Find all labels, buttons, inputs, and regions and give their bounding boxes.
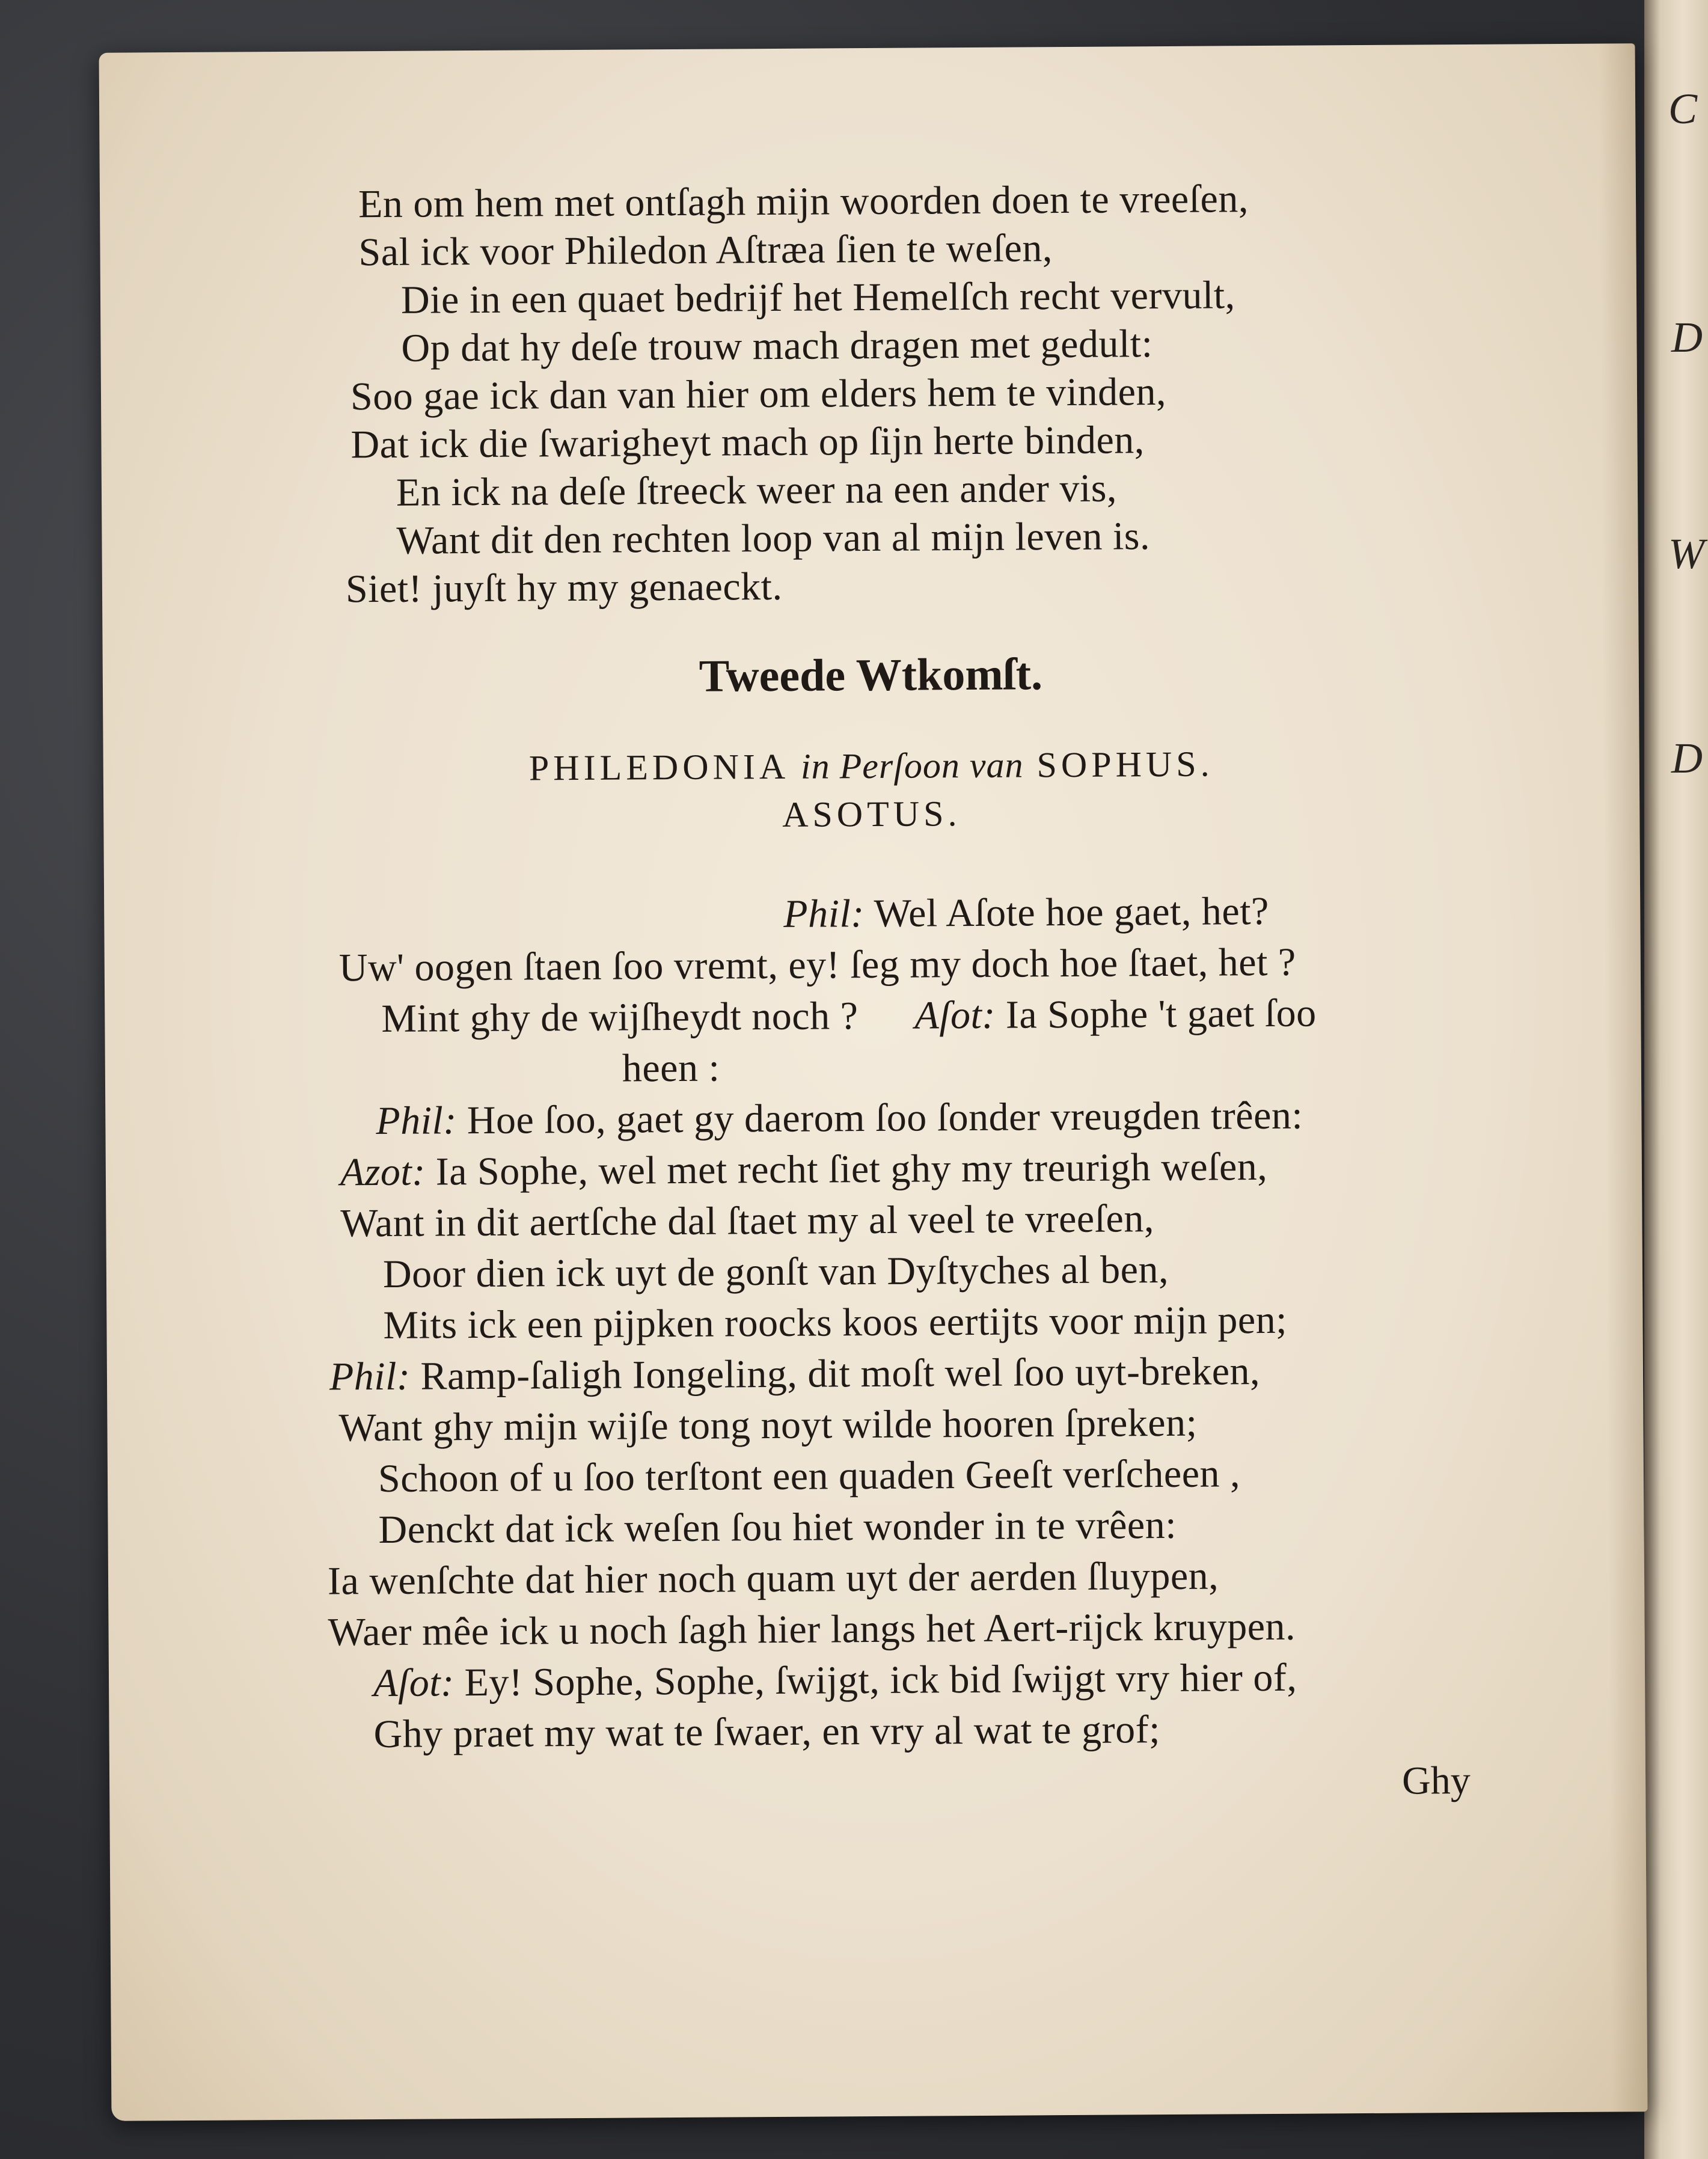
character-name: SOPHUS. [1036, 744, 1214, 785]
verse-line: En ick na deſe ſtreeck weer na een ander vis, [396, 466, 1118, 515]
verse-line: Op dat hy deſe trouw mach dragen met gedult: [401, 322, 1153, 370]
dialogue-line [329, 1347, 1261, 1401]
dialogue-line: Schoon of u ſoo terſtont een quaden Geeſt verſcheen , [378, 1451, 1241, 1501]
dialogue-text: Hoe ſoo, gaet gy daerom ſoo ſonder vreugden trêen: [467, 1093, 1303, 1143]
cast-note: in Perſoon van [800, 745, 1024, 786]
scene-heading: Tweede Wtkomſt. [699, 649, 1043, 702]
facing-page-letter: D [1671, 734, 1703, 782]
cast-list-line-1 [103, 741, 1639, 792]
dialogue-line: Ia wenſchte dat hier noch quam uyt der aerden ſluypen, [327, 1554, 1219, 1603]
speaker-label: Aſot: [914, 993, 996, 1038]
dialogue-text: Mint ghy de wijſheydt noch ? [381, 994, 859, 1041]
book-page [99, 43, 1648, 2121]
cast-list-line-2: ASOTUS. [782, 794, 961, 835]
dialogue-line: Want ghy mijn wijſe tong noyt wilde hooren ſpreken; [338, 1400, 1198, 1450]
verse-line: Dat ick die ſwarigheyt mach op ſijn herte binden, [350, 418, 1145, 467]
dialogue-line: Door dien ick uyt de gonſt van Dyſtyches al ben, [382, 1248, 1169, 1296]
page-text [99, 43, 1648, 2121]
dialogue-line: Waer mêe ick u noch ſagh hier langs het Aert-rijck kruypen. [328, 1604, 1296, 1655]
dialogue-line [783, 887, 1269, 939]
dialogue-text: Wel Aſote hoe gaet, het? [874, 889, 1270, 936]
verse-line: Sal ick voor Philedon Aſtræa ſien te weſen, [358, 226, 1053, 275]
verse-line: Want dit den rechten loop van al mijn leven is. [396, 514, 1151, 563]
dialogue-line [340, 1143, 1268, 1196]
dialogue-text: Ey! Sophe, Sophe, ſwijgt, ick bid ſwijgt vry hier of, [464, 1655, 1297, 1705]
dialogue-text: Ia Sophe 't gaet ſoo [1005, 991, 1317, 1037]
dialogue-text: Ia Sophe, wel met recht ſiet ghy my treurigh weſen, [435, 1144, 1268, 1194]
facing-page-letter: W [1668, 530, 1704, 578]
speaker-label: Azot: [340, 1150, 426, 1195]
dialogue-line: heen : [622, 1046, 720, 1091]
dialogue-line [381, 989, 1317, 1043]
verse-line: Siet! juyſt hy my genaeckt. [345, 564, 783, 611]
dialogue-line: Denckt dat ick weſen ſou hiet wonder in te vrêen: [378, 1502, 1177, 1552]
dialogue-line: Ghy praet my wat te ſwaer, en vry al wat te grof; [373, 1707, 1161, 1757]
dialogue-line: Mits ick een pijpken roocks koos eertijts voor mijn pen; [383, 1297, 1288, 1347]
verse-line: Soo gae ick dan van hier om elders hem te vinden, [350, 370, 1167, 419]
facing-page-letter: C [1668, 85, 1698, 133]
speaker-label: Phil: [376, 1098, 458, 1144]
dialogue-line: Uw' oogen ſtaen ſoo vremt, ey! ſeg my doch hoe ſtaet, het ? [338, 940, 1296, 990]
dialogue-line: Want in dit aertſche dal ſtaet my al veel te vreeſen, [340, 1196, 1155, 1246]
character-name: PHILEDONIA [528, 746, 788, 788]
dialogue-text: Ramp-ſaligh Iongeling, dit moſt wel ſoo uyt-breken, [420, 1349, 1261, 1398]
facing-page-letter: D [1671, 313, 1703, 361]
verse-line: En om hem met ontſagh mijn woorden doen te vreeſen, [358, 177, 1249, 227]
catchword: Ghy [1401, 1758, 1471, 1803]
speaker-label: Phil: [329, 1354, 411, 1399]
facing-page-edge [1644, 0, 1708, 2159]
speaker-label: Phil: [783, 892, 865, 936]
dialogue-line [373, 1654, 1297, 1707]
dialogue-line [376, 1092, 1303, 1145]
speaker-label: Aſot: [373, 1661, 455, 1706]
verse-line: Die in een quaet bedrijf het Hemelſch recht vervult, [400, 273, 1235, 322]
